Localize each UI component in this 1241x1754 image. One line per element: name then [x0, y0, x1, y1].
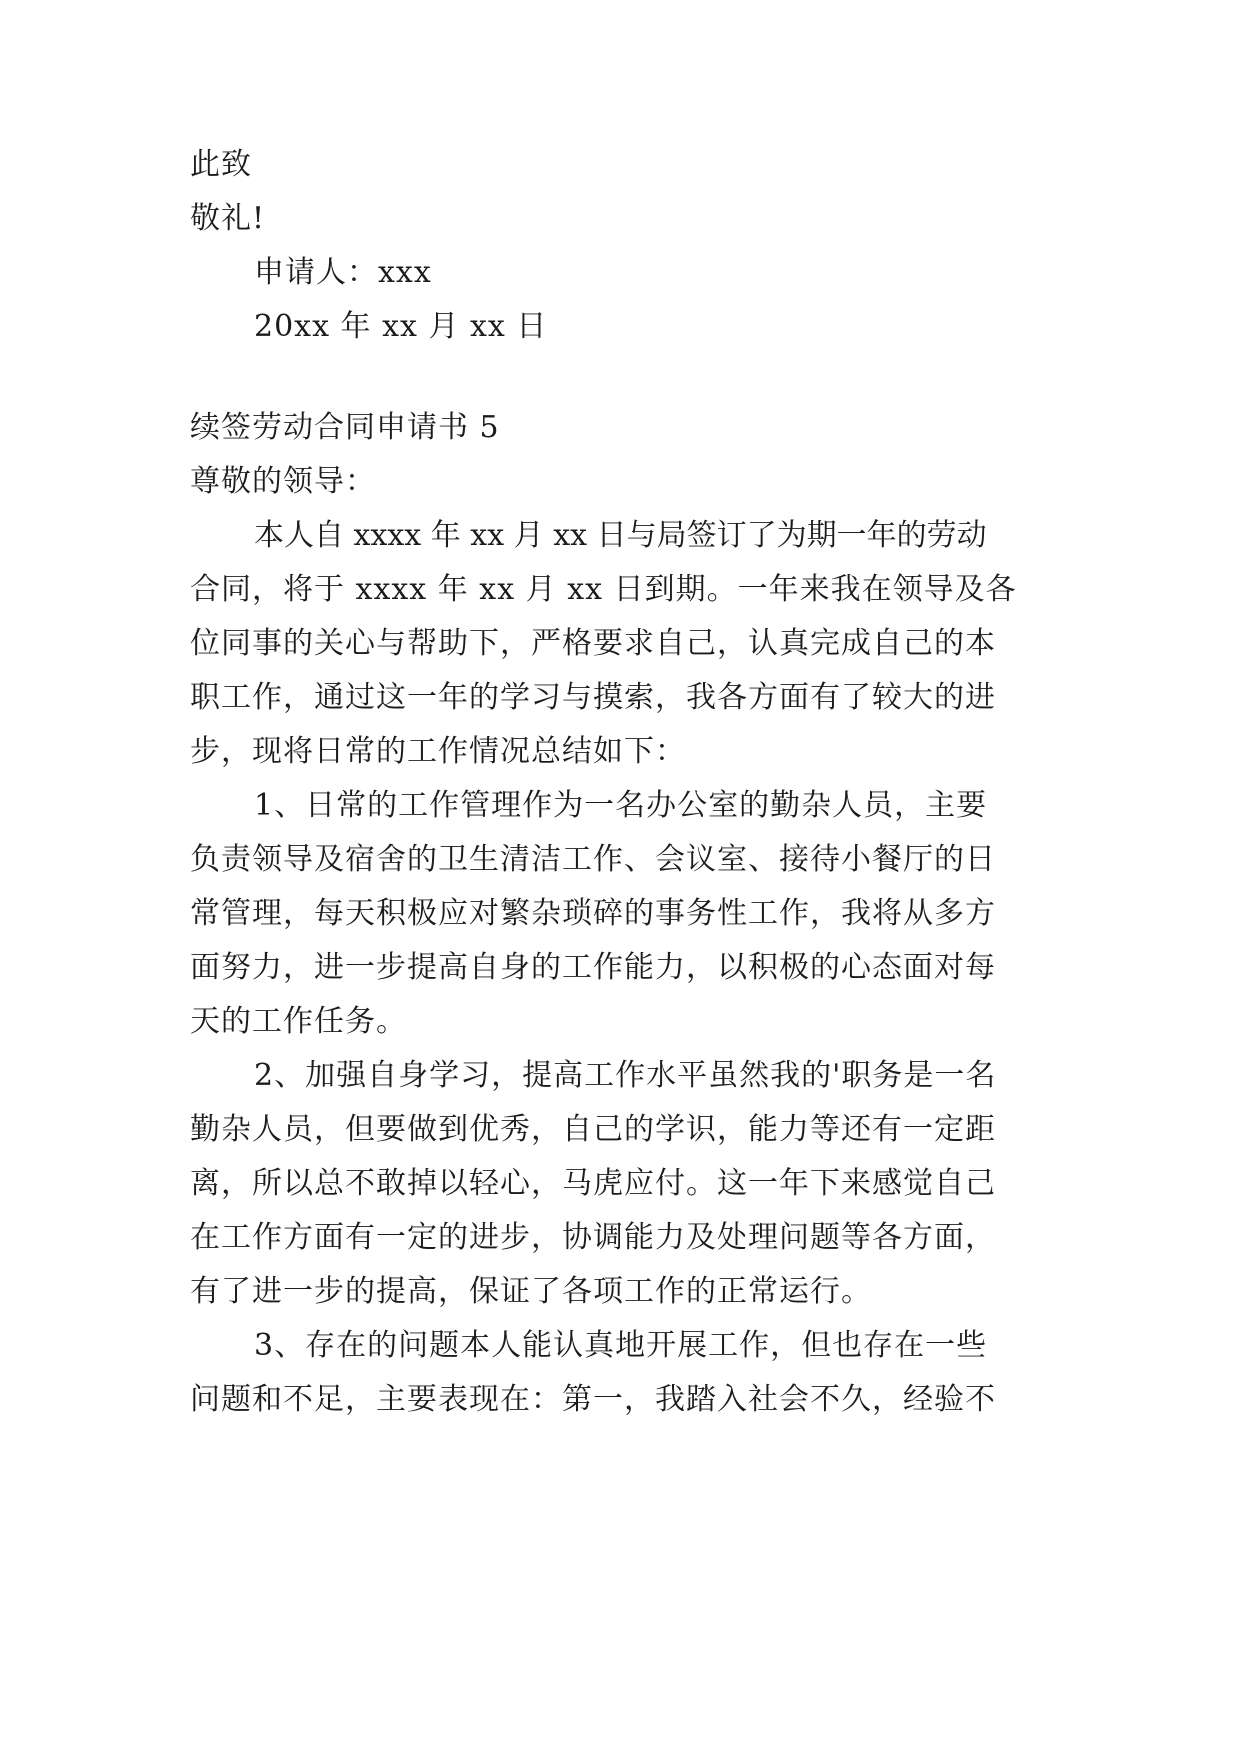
applicant-line: 申请人：xxx [254, 255, 432, 290]
closing-salutation: 此致 [190, 147, 252, 182]
letter-greeting: 尊敬的领导： [190, 464, 376, 499]
paragraph-line: 本人自 xxxx 年 xx 月 xx 日与局签订了为期一年的劳动 [254, 518, 987, 553]
paragraph-line: 勤杂人员，但要做到优秀，自己的学识，能力等还有一定距 [190, 1112, 996, 1147]
paragraph-line: 2、加强自身学习，提高工作水平虽然我的'职务是一名 [254, 1058, 997, 1093]
date-line: 20xx 年 xx 月 xx 日 [254, 309, 548, 344]
paragraph-line: 负责领导及宿舍的卫生清洁工作、会议室、接待小餐厅的日 [190, 842, 996, 877]
paragraph-line: 1、日常的工作管理作为一名办公室的勤杂人员，主要 [254, 788, 988, 823]
paragraph-line: 合同，将于 xxxx 年 xx 月 xx 日到期。一年来我在领导及各 [190, 572, 1017, 607]
paragraph-line: 天的工作任务。 [190, 1004, 407, 1039]
closing-regards: 敬礼! [190, 201, 266, 236]
paragraph-line: 问题和不足，主要表现在：第一，我踏入社会不久，经验不 [190, 1382, 996, 1417]
paragraph-line: 有了进一步的提高，保证了各项工作的正常运行。 [190, 1274, 872, 1309]
paragraph-line: 在工作方面有一定的进步，协调能力及处理问题等各方面， [190, 1220, 996, 1255]
paragraph-line: 职工作，通过这一年的学习与摸索，我各方面有了较大的进 [190, 680, 996, 715]
paragraph-line: 步，现将日常的工作情况总结如下： [190, 734, 686, 769]
paragraph-line: 面努力，进一步提高自身的工作能力，以积极的心态面对每 [190, 950, 996, 985]
paragraph-line: 3、存在的问题本人能认真地开展工作，但也存在一些 [254, 1328, 988, 1363]
paragraph-line: 离，所以总不敢掉以轻心，马虎应付。这一年下来感觉自己 [190, 1166, 996, 1201]
paragraph-line: 位同事的关心与帮助下，严格要求自己，认真完成自己的本 [190, 626, 996, 661]
letter-title: 续签劳动合同申请书 5 [190, 410, 500, 445]
paragraph-line: 常管理，每天积极应对繁杂琐碎的事务性工作，我将从多方 [190, 896, 996, 931]
